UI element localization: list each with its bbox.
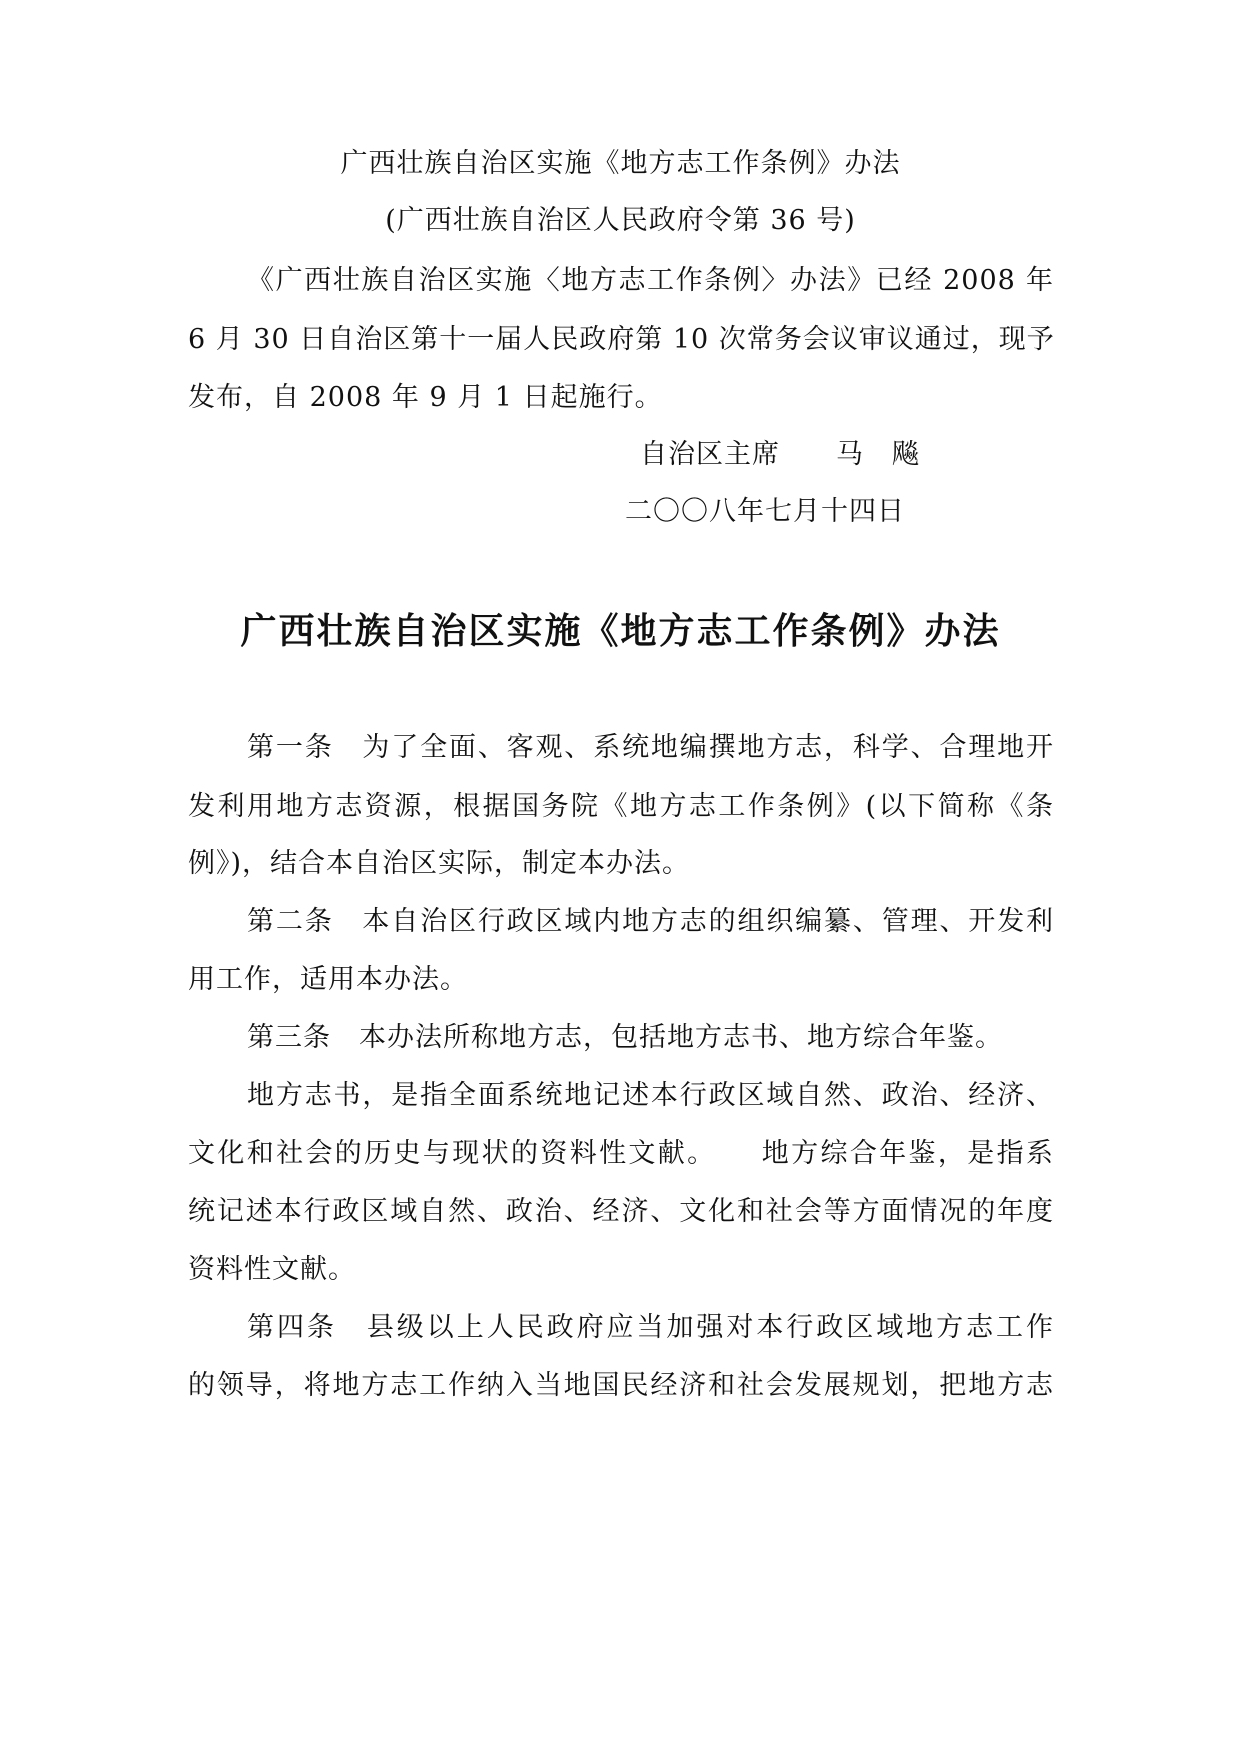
- document-title: 广西壮族自治区实施《地方志工作条例》办法: [240, 610, 1001, 652]
- article-line: 发利用地方志资源，根据国务院《地方志工作条例》(以下简称《条: [188, 791, 1054, 822]
- decree-text-line: 6 月 30 日自治区第十一届人民政府第 10 次常务会议审议通过，现予: [188, 324, 1055, 355]
- article-line: 资料性文献。: [188, 1254, 356, 1285]
- article-line: 第二条 本自治区行政区域内地方志的组织编纂、管理、开发利: [247, 906, 1054, 937]
- decree-order-number: (广西壮族自治区人民政府令第 36 号): [385, 205, 856, 236]
- article-line: 第三条 本办法所称地方志，包括地方志书、地方综合年鉴。: [247, 1022, 1003, 1053]
- article-line: 文化和社会的历史与现状的资料性文献。 地方综合年鉴，是指系: [188, 1138, 1054, 1169]
- header-title: 广西壮族自治区实施《地方志工作条例》办法: [340, 148, 901, 179]
- decree-date: 二〇〇八年七月十四日: [625, 496, 905, 527]
- article-line: 用工作，适用本办法。: [188, 964, 468, 995]
- article-line: 例》)，结合本自治区实际，制定本办法。: [188, 848, 691, 879]
- decree-text-line: 《广西壮族自治区实施〈地方志工作条例〉办法》已经 2008 年: [247, 265, 1054, 296]
- signature: 自治区主席 马 飚: [640, 439, 920, 470]
- decree-text-line: 发布，自 2008 年 9 月 1 日起施行。: [188, 382, 663, 413]
- article-line: 的领导，将地方志工作纳入当地国民经济和社会发展规划，把地方志: [188, 1370, 1054, 1401]
- article-line: 第一条 为了全面、客观、系统地编撰地方志，科学、合理地开: [247, 732, 1054, 763]
- article-line: 地方志书，是指全面系统地记述本行政区域自然、政治、经济、: [247, 1080, 1054, 1111]
- article-line: 第四条 县级以上人民政府应当加强对本行政区域地方志工作: [247, 1312, 1054, 1343]
- article-line: 统记述本行政区域自然、政治、经济、文化和社会等方面情况的年度: [188, 1196, 1054, 1227]
